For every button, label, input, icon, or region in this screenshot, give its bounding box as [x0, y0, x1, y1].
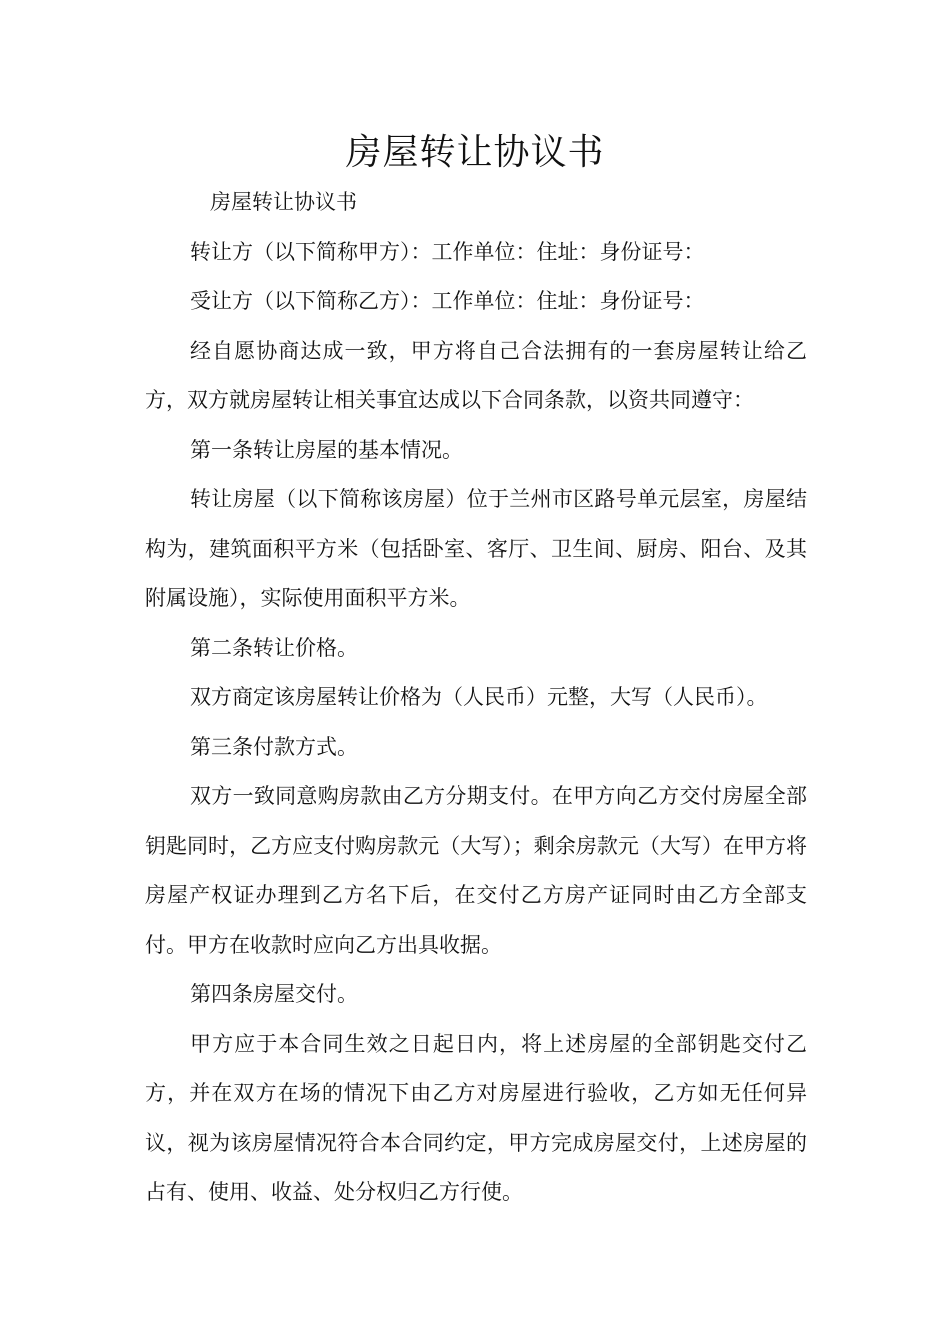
paragraph-transferee: 受让方（以下简称乙方）：工作单位：住址：身份证号： — [190, 289, 705, 313]
paragraph-article-2-heading: 第二条转让价格。 — [190, 635, 358, 660]
paragraph-subtitle: 房屋转让协议书 — [210, 190, 357, 214]
paragraph-article-1-heading: 第一条转让房屋的基本情况。 — [190, 437, 463, 462]
paragraph-article-4-body: 甲方应于本合同生效之日起日内，将上述房屋的全部钥匙交付乙方，并在双方在场的情况下由乙方对房屋进行验收，乙方如无任何异议，视为该房屋情况符合本合同约定，甲方完成房屋交付，上述房屋的占有、使用、收益、处分权归乙方行使。 — [145, 1031, 807, 1204]
paragraph-article-4-heading: 第四条房屋交付。 — [190, 982, 358, 1006]
paragraph-article-3-heading: 第三条付款方式。 — [190, 734, 358, 759]
document-title: 房屋转让协议书 — [345, 132, 605, 173]
paragraph-article-3-body: 双方一致同意购房款由乙方分期支付。在甲方向乙方交付房屋全部钥匙同时，乙方应支付购房款元（大写）；剩余房款元（大写）在甲方将房屋产权证办理到乙方名下后，在交付乙方房产证同时由乙方全部支付。甲方在收款时应向乙方出具收据。 — [145, 784, 807, 957]
paragraph-preamble: 经自愿协商达成一致，甲方将自己合法拥有的一套房屋转让给乙方，双方就房屋转让相关事宜达成以下合同条款，以资共同遵守： — [145, 338, 807, 412]
paragraph-transferor: 转让方（以下简称甲方）：工作单位：住址：身份证号： — [190, 239, 705, 264]
paragraph-article-1-body: 转让房屋（以下简称该房屋）位于兰州市区路号单元层室，房屋结构为，建筑面积平方米（包括卧室、客厅、卫生间、厨房、阳台、及其附属设施），实际使用面积平方米。 — [145, 487, 807, 610]
paragraph-article-2-body: 双方商定该房屋转让价格为（人民币）元整，大写（人民币）。 — [190, 685, 768, 709]
document-body — [145, 178, 807, 1218]
